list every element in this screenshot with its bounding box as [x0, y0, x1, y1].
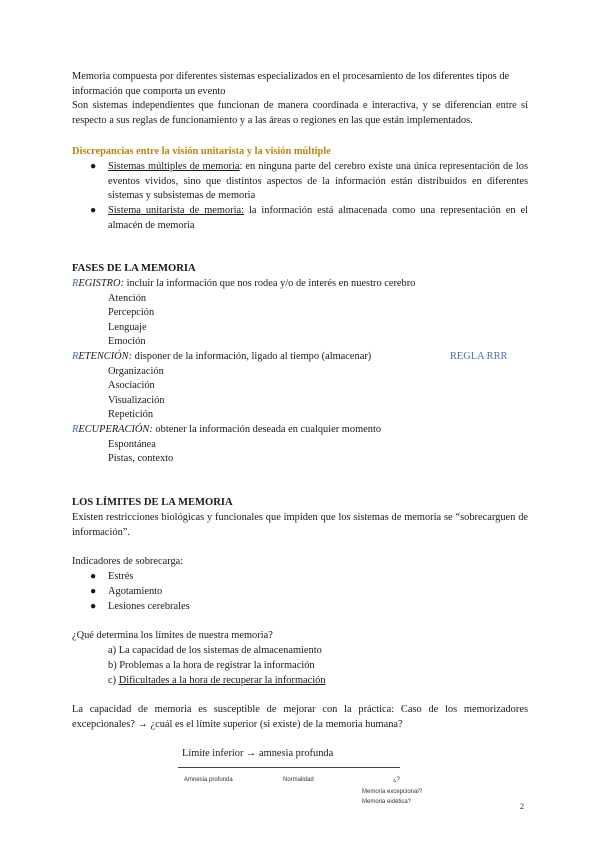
retencion-sub-item: Organización: [108, 366, 164, 377]
label-amnesia-profunda: Amnesia profunda: [184, 777, 233, 783]
fase-recuperacion: [72, 423, 381, 438]
limites-intro: Existen restricciones biológicas y funcionales que impiden que los sistemas de memoria se “sobrecarguen de información”.: [72, 512, 528, 538]
registro-sub-item: Lenguaje: [108, 322, 147, 333]
label-unknown-limit: ¿?: [393, 777, 401, 783]
document-page: Memoria compuesta por diferentes sistemas especializados en el procesamiento de los diferentes tipos de información que comporta un evento Son sistemas independientes que funcionan de manera coordinada e interactiva, y se diferencian entre sí respecto a sus reglas de funcionamiento y a las áreas o regiones en las que están implementados. Discrepancias entre la visión unitarista y la visión múltiple ● Sistemas múltiples de memoria: en ninguna parte del cerebro existe una única representación de los eventos vividos, sino que distintos aspectos de la información están distribuidos en diferentes sistemas y subsistemas de memoria ● Sistema unitarista de memoria: la información está almacenada como una representación en el almacén de memoria FASES DE LA MEMORIA REGISTRO: incluir la información que nos rodea y/o de interés en nuestro cerebro Atención Percepción Lenguaje Emoción RETENCIÓN: disponer de la información, ligado al tiempo (almacenar) REGLA RRR Organización Asociación Visualización Repetición RECUPERACIÓN: obtener la información deseada en cualquier momento Espontánea Pistas, contexto LOS LÍMITES DE LA MEMORIA Existen restricciones biológicas y funcionales que impiden que los sistemas de memoria se “sobrecarguen de información”. Indicadores de sobrecarga: ● Estrés ● Agotamiento ● Lesiones cerebrales ¿Qué determina los límites de nuestra memoria? a) La capacidad de los sistemas de almacenamiento b) Problemas a la hora de registrar la información c) Dificultades a la hora de recuperar la información La capacidad de memoria es susceptible de mejorar con la práctica: Caso de los memorizadores excepcionales? → ¿cuál es el límite superior (si existe) de la memoria humana? Límite inferior → amnesia profunda Amnesia profunda Normalidad ¿? Memoria excepcional? Memoria eidética? 2: [0, 0, 600, 848]
fase-registro: [72, 277, 415, 292]
intro-paragraph-1: Memoria compuesta por diferentes sistemas especializados en el procesamiento de los diferentes tipos de información que comporta un evento: [72, 71, 510, 97]
bullet-icon: ●: [90, 601, 97, 612]
registro-label: EGISTRO:: [78, 278, 124, 289]
bullet-icon: ●: [90, 586, 97, 597]
bullet-icon: ●: [90, 571, 97, 582]
fases-heading: FASES DE LA MEMORIA: [72, 263, 196, 274]
registro-sub-item: Emoción: [108, 336, 146, 347]
registro-text: incluir la información que nos rodea y/o de interés en nuestro cerebro: [123, 278, 416, 289]
term-sistemas-multiples: Sistemas múltiples de memoria: [108, 161, 240, 172]
label-memoria-excepcional: Memoria excepcional?: [362, 789, 423, 795]
recuperacion-label: ECUPERACIÓN:: [78, 424, 153, 435]
page-number: 2: [520, 802, 524, 811]
capacity-paragraph: La capacidad de memoria es susceptible de mejorar con la práctica: Caso de los memorizadores excepcionales? → ¿cuál es el límite superior (si existe) de la memoria humana?: [72, 704, 528, 730]
limites-question: ¿Qué determina los límites de nuestra memoria?: [72, 630, 273, 641]
retencion-sub-item: Visualización: [108, 395, 165, 406]
regla-rrr-note: REGLA RRR: [450, 351, 508, 362]
recuperacion-sub-item: Pistas, contexto: [108, 453, 174, 464]
option-c: c) Dificultades a la hora de recuperar la información: [108, 675, 326, 686]
indicadores-label: Indicadores de sobrecarga:: [72, 556, 184, 567]
definition-sistemas-multiples: : en ninguna parte del cerebro existe una única representación de los eventos vividos, sino que distintos aspectos de la información están distribuidos en diferentes sistemas y subsistemas de memoria: [108, 161, 528, 202]
label-memoria-eidetica: Memoria eidética?: [362, 799, 412, 805]
diagram-title: Límite inferior → amnesia profunda: [182, 748, 334, 759]
retencion-initial: R: [72, 351, 79, 362]
bullet-icon: ●: [90, 205, 97, 216]
discrepancias-heading: Discrepancias entre la visión unitarista y la visión múltiple: [72, 146, 331, 157]
intro-paragraph-2: Son sistemas independientes que funcionan de manera coordinada e interactiva, y se diferencian entre sí respecto a sus reglas de funcionamiento y a las áreas o regiones en las que están implementados.: [72, 100, 528, 126]
option-a: a) La capacidad de los sistemas de almacenamiento: [108, 645, 322, 656]
recuperacion-sub-item: Espontánea: [108, 439, 156, 450]
bullet-icon: ●: [90, 161, 97, 172]
term-sistema-unitarista: Sistema unitarista de memoria:: [108, 205, 245, 216]
retencion-text: disponer de la información, ligado al tiempo (almacenar): [132, 351, 372, 362]
recuperacion-initial: R: [72, 424, 79, 435]
fase-retencion: [72, 350, 371, 365]
option-b: b) Problemas a la hora de registrar la información: [108, 660, 315, 671]
registro-sub-item: Atención: [108, 293, 147, 304]
memory-scale-axis: [178, 767, 400, 768]
registro-sub-item: Percepción: [108, 307, 155, 318]
retencion-label: ETENCIÓN:: [78, 351, 133, 362]
limites-heading: LOS LÍMITES DE LA MEMORIA: [72, 497, 233, 508]
definition-sistema-unitarista: la información está almacenada como una representación en el almacén de memoria: [108, 205, 528, 231]
registro-initial: R: [72, 278, 79, 289]
label-normalidad: Normalidad: [283, 777, 314, 783]
retencion-sub-item: Repetición: [108, 409, 154, 420]
retencion-sub-item: Asociación: [108, 380, 155, 391]
recuperacion-text: obtener la información deseada en cualquier momento: [152, 424, 382, 435]
